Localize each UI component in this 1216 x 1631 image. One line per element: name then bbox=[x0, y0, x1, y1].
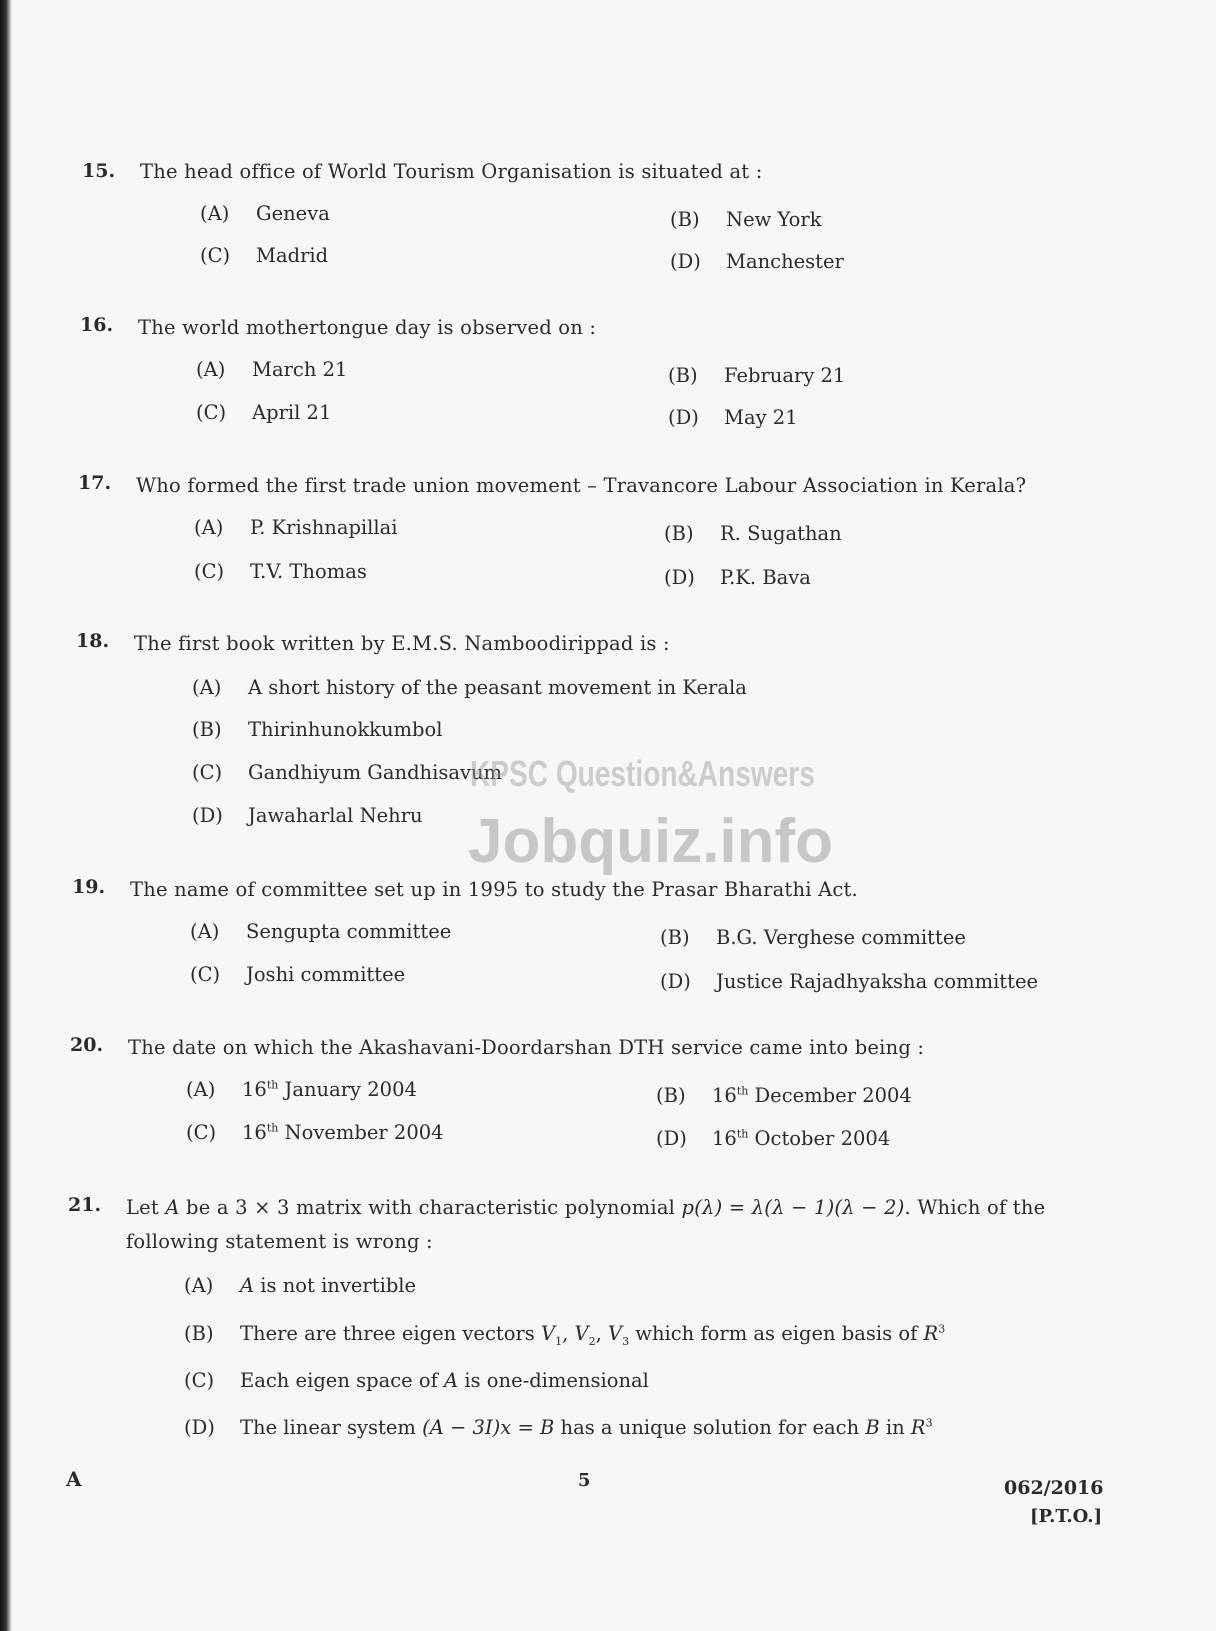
question-booklet-version: A bbox=[66, 1467, 82, 1491]
option-a: (A) A short history of the peasant movement in Kerala bbox=[192, 676, 747, 699]
question-number: 15. bbox=[82, 160, 116, 182]
option-b: (B) There are three eigen vectors $V_1$, $V_2$, $V_3$ which form as eigen basis of $R^3$ bbox=[184, 1322, 946, 1348]
option-d: (D) May 21 bbox=[668, 406, 798, 429]
option-d: (D) The linear system (A − 3I)x = B has a unique solution for each B in $R^3$ bbox=[184, 1416, 933, 1439]
option-b: (B) New York bbox=[670, 208, 822, 231]
option-b: (B) B.G. Verghese committee bbox=[660, 926, 966, 949]
question-text: The date on which the Akashavani-Doordarshan DTH service came into being : bbox=[128, 1036, 925, 1059]
question-text: The world mothertongue day is observed on : bbox=[138, 316, 597, 339]
option-c: (C) Madrid bbox=[200, 244, 329, 267]
option-d: (D) Manchester bbox=[670, 250, 844, 273]
option-d: (D) Justice Rajadhyaksha committee bbox=[660, 970, 1039, 993]
option-c: (C) Each eigen space of A is one-dimensional bbox=[184, 1369, 649, 1392]
option-d: (D) Jawaharlal Nehru bbox=[192, 804, 423, 827]
question-number: 18. bbox=[76, 630, 110, 652]
option-c: (C) Gandhiyum Gandhisavum bbox=[192, 761, 503, 784]
scan-edge-shadow bbox=[0, 0, 12, 1631]
option-c: (C) Joshi committee bbox=[190, 963, 406, 986]
option-c: (C) 16th November 2004 bbox=[186, 1121, 444, 1144]
option-b: (B) 16th December 2004 bbox=[656, 1084, 912, 1107]
option-c: (C) April 21 bbox=[196, 401, 332, 424]
option-d: (D) P.K. Bava bbox=[664, 566, 811, 589]
option-b: (B) R. Sugathan bbox=[664, 522, 842, 545]
option-c: (C) T.V. Thomas bbox=[194, 560, 367, 583]
question-number: 20. bbox=[70, 1034, 104, 1056]
option-b: (B) Thirinhunokkumbol bbox=[192, 718, 443, 741]
question-text: The head office of World Tourism Organisation is situated at : bbox=[140, 160, 763, 183]
question-text: The first book written by E.M.S. Namboodirippad is : bbox=[134, 632, 670, 655]
watermark-kpsc: KPSC Question&Answers bbox=[470, 753, 815, 794]
watermark-jobquiz: Jobquiz.info bbox=[468, 807, 834, 876]
please-turn-over: [P.T.O.] bbox=[1030, 1506, 1103, 1527]
option-a: (A) Sengupta committee bbox=[190, 920, 452, 943]
question-text-line2: following statement is wrong : bbox=[126, 1230, 433, 1253]
option-a: (A) Geneva bbox=[200, 202, 330, 225]
option-a: (A) 16th January 2004 bbox=[186, 1078, 417, 1101]
option-a: (A) P. Krishnapillai bbox=[194, 516, 398, 539]
question-text: Who formed the first trade union movement – Travancore Labour Association in Kerala? bbox=[136, 474, 1027, 497]
paper-code: 062/2016 bbox=[1004, 1477, 1104, 1499]
question-text: Let A be a 3 × 3 matrix with characteristic polynomial p(λ) = λ(λ − 1)(λ − 2). Which of the bbox=[126, 1196, 1046, 1219]
question-number: 16. bbox=[80, 314, 114, 336]
option-d: (D) 16th October 2004 bbox=[656, 1127, 891, 1150]
question-text: The name of committee set up in 1995 to study the Prasar Bharathi Act. bbox=[130, 878, 858, 901]
question-number: 19. bbox=[72, 876, 106, 898]
question-number: 21. bbox=[68, 1194, 102, 1216]
option-a: (A) March 21 bbox=[196, 358, 348, 381]
option-a: (A) A is not invertible bbox=[184, 1274, 417, 1297]
page-number: 5 bbox=[578, 1470, 591, 1491]
question-number: 17. bbox=[78, 472, 112, 494]
option-b: (B) February 21 bbox=[668, 364, 846, 387]
